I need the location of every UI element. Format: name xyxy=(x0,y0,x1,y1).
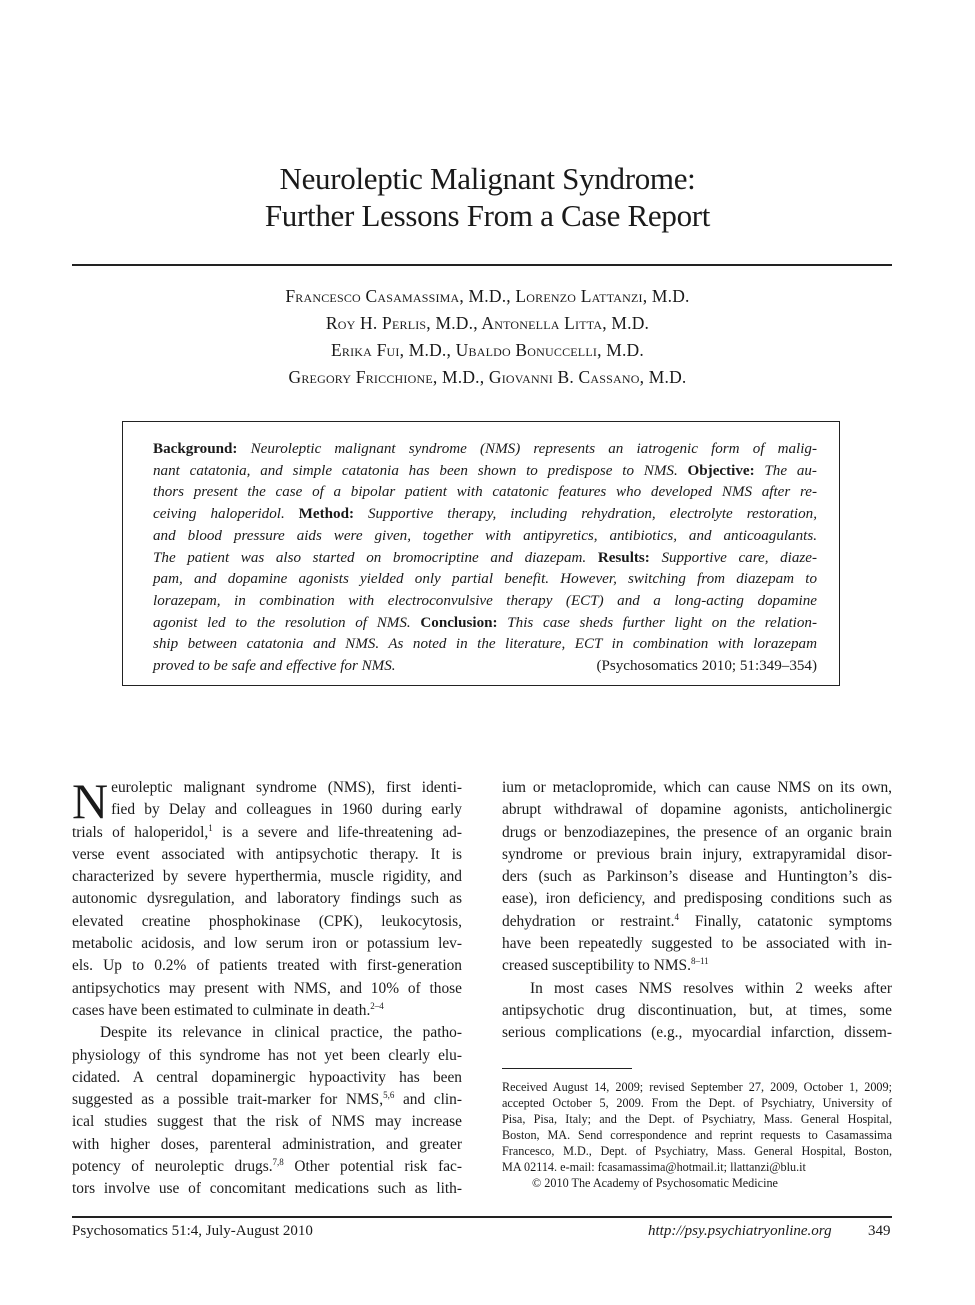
body-line xyxy=(72,822,462,844)
author-line-1: Francesco Casamassima, M.D., Lorenzo Lattanzi, M.D. xyxy=(285,286,690,306)
body-text: cases have been estimated to culminate in death. xyxy=(72,1001,371,1019)
body-line: els. Up to 0.2% of patients treated with first-generation xyxy=(72,957,462,975)
citation: (Psychosomatics 2010; 51:349–354) xyxy=(596,658,817,675)
body-line: antipsychotics may present with NMS, and 10% of those xyxy=(72,979,462,997)
body-text: is a severe and life-threatening ad- xyxy=(222,823,463,841)
title-line-1: Neuroleptic Malignant Syndrome: xyxy=(279,161,696,196)
body-line: with higher doses, parenteral administration, and greater xyxy=(72,1135,462,1153)
body-text: dehydration or restraint. xyxy=(502,912,675,930)
results-text-4: agonist led to the resolution of NMS. xyxy=(153,614,411,631)
reference-5-6: 5,6 xyxy=(383,1090,395,1101)
footnote-divider xyxy=(502,1068,632,1069)
method-text-2: and blood pressure aids were given, together with antipyretics, antibiotics, and anticoagulants. xyxy=(153,527,817,544)
copyright-notice: © 2010 The Academy of Psychosomatic Medicine xyxy=(532,1176,778,1190)
footnote-line: Pisa, Pisa, Italy; and the Dept. of Psychiatry, Mass. General Hospital, xyxy=(502,1112,892,1126)
body-column-right xyxy=(502,777,892,1045)
journal-issue: Psychosomatics 51:4, July-August 2010 xyxy=(72,1223,313,1239)
objective-label: Objective: xyxy=(687,462,755,479)
body-line: syndrome or previous brain injury, extrapyramidal disor- xyxy=(502,845,892,863)
page-number: 349 xyxy=(868,1223,891,1239)
body-line: characterized by severe hyperthermia, muscle rigidity, and xyxy=(72,868,462,886)
body-text: Other potential risk fac- xyxy=(294,1158,462,1176)
body-line: ders (such as Parkinson’s disease and Huntington’s dis- xyxy=(502,868,892,886)
method-text: Supportive therapy, including rehydration, electrolyte restoration, xyxy=(367,506,817,523)
body-text: trials of haloperidol, xyxy=(72,823,209,841)
body-line: ical studies suggest that the risk of NMS may increase xyxy=(72,1113,462,1131)
method-text-3: The patient was also started on bromocriptine and diazepam. xyxy=(153,549,587,566)
body-line: serious complications (e.g., myocardial infarction, dissem- xyxy=(502,1024,892,1042)
objective-text-2: thors present the case of a bipolar patient with catatonic features who developed NMS after re- xyxy=(153,484,817,501)
conclusion-text: This case sheds further light on the relation- xyxy=(507,614,817,631)
author-line-2: Roy H. Perlis, M.D., Antonella Litta, M.D. xyxy=(325,313,650,333)
footnote-line: Francesco, M.D., Dept. of Psychiatry, Mass. General Hospital, Boston, xyxy=(502,1144,892,1158)
body-line xyxy=(502,911,892,933)
conclusion-text-2: ship between catatonia and NMS. As noted in the literature, ECT in combination with lorazepam xyxy=(153,636,817,653)
author-line-3: Erika Fui, M.D., Ubaldo Bonuccelli, M.D. xyxy=(331,340,644,360)
footnote-line: Received August 14, 2009; revised September 27, 2009, October 1, 2009; xyxy=(502,1080,892,1094)
body-line: antipsychotic drug discontinuation, but, at times, some xyxy=(502,1001,892,1019)
body-line: have been repeatedly suggested to be associated with in- xyxy=(502,935,892,953)
body-line: euroleptic malignant syndrome (NMS), first identi- xyxy=(111,779,462,796)
body-line: drugs or benzodiazepines, the presence of an organic brain xyxy=(502,823,892,841)
body-line: physiology of this syndrome has not yet been clearly elu- xyxy=(72,1046,462,1064)
footnote xyxy=(502,1079,892,1191)
conclusion-text-3: proved to be safe and effective for NMS. xyxy=(153,658,396,675)
body-line: autonomic dysregulation, and laboratory findings such as xyxy=(72,890,462,908)
reference-8-11: 8–11 xyxy=(690,956,709,967)
body-text: and clin- xyxy=(402,1091,462,1109)
background-text: Neuroleptic malignant syndrome (NMS) represents an iatrogenic form of malig- xyxy=(250,441,817,457)
reference-4: 4 xyxy=(674,911,679,922)
footnote-line: Boston, MA. Send correspondence and reprint requests to Casamassima xyxy=(502,1128,892,1142)
journal-url-link[interactable]: http://psy.psychiatryonline.org xyxy=(648,1223,832,1239)
author-line-4: Gregory Fricchione, M.D., Giovanni B. Cassano, M.D. xyxy=(288,367,687,387)
body-line: fied by Delay and colleagues in 1960 during early xyxy=(111,801,462,819)
footnote-line: MA 02114. e-mail: fcasamassima@hotmail.it; llattanzi@blu.it xyxy=(502,1160,806,1174)
abstract-box xyxy=(122,421,840,686)
footnote-line: accepted October 5, 2009. From the Dept. of Psychiatry, University of xyxy=(502,1096,892,1110)
reference-2-4: 2–4 xyxy=(370,1000,384,1011)
background-label: Background: xyxy=(153,441,238,457)
drop-cap: N xyxy=(72,773,109,829)
body-line: tors involve use of concomitant medications such as lith- xyxy=(72,1180,462,1198)
method-label: Method: xyxy=(298,506,355,523)
objective-text: The au- xyxy=(764,462,817,479)
article-title xyxy=(0,160,975,234)
body-line: Despite its relevance in clinical practice, the patho- xyxy=(100,1024,462,1042)
body-line: In most cases NMS resolves within 2 weeks after xyxy=(530,979,892,997)
body-line: cidated. A central dopaminergic hypoactivity has been xyxy=(72,1068,462,1086)
title-divider xyxy=(72,264,892,266)
results-text-3: lorazepam, in combination with electroconvulsive therapy (ECT) and a long-acting dopamine xyxy=(153,592,817,609)
reference-7-8: 7,8 xyxy=(272,1157,284,1168)
conclusion-label: Conclusion: xyxy=(420,614,498,631)
title-line-2: Further Lessons From a Case Report xyxy=(264,198,711,233)
body-text: Finally, catatonic symptoms xyxy=(694,912,892,930)
body-line: abrupt withdrawal of dopamine agonists, anticholinergic xyxy=(502,801,892,819)
body-line: metabolic acidosis, and low serum iron or potassium lev- xyxy=(72,935,462,953)
background-text-2: nant catatonia, and simple catatonia has been shown to predispose to NMS. xyxy=(153,462,678,479)
body-line: ease), iron deficiency, and predisposing conditions such as xyxy=(502,890,892,908)
results-label: Results: xyxy=(597,549,650,566)
body-line xyxy=(502,955,892,977)
reference-1: 1 xyxy=(208,822,213,833)
body-line xyxy=(72,1000,462,1022)
body-line: verse event associated with antipsychotic therapy. It is xyxy=(72,845,462,863)
body-line xyxy=(72,1156,462,1178)
body-column-left xyxy=(72,773,463,1201)
results-text-2: pam, and dopamine agonists yielded only partial benefit. However, switching from diazepam to xyxy=(153,571,817,588)
body-text: potency of neuroleptic drugs. xyxy=(72,1158,273,1176)
body-text: creased susceptibility to NMS. xyxy=(502,957,691,975)
body-line xyxy=(72,1089,462,1111)
footer-divider xyxy=(72,1216,892,1218)
author-list xyxy=(0,283,975,391)
body-line: elevated creatine phosphokinase (CPK), leukocytosis, xyxy=(72,912,462,930)
body-line: ium or metaclopromide, which can cause NMS on its own, xyxy=(502,779,892,796)
results-text: Supportive care, diaze- xyxy=(661,549,817,566)
objective-text-3: ceiving haloperidol. xyxy=(153,506,285,523)
body-text: suggested as a possible trait-marker for NMS, xyxy=(72,1091,384,1109)
